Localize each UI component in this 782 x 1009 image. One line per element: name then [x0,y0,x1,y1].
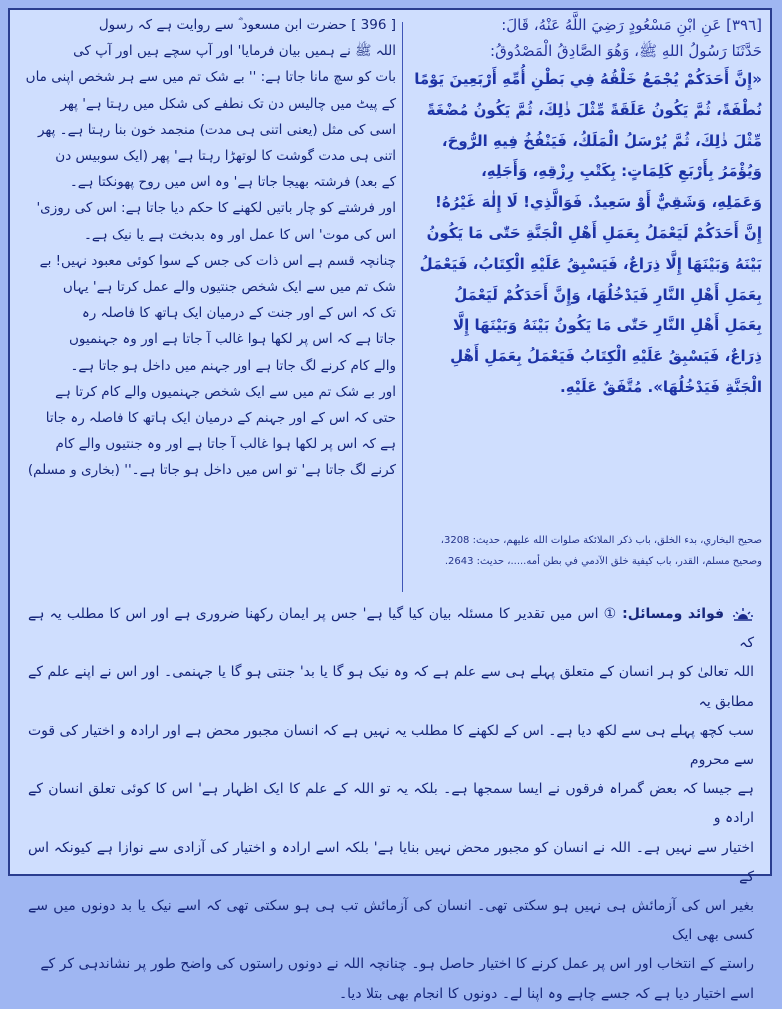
column-divider [402,22,403,592]
urdu-line: اور بے شک تم میں سے ایک شخص جہنمیوں والے کام کرتا ہے [55,383,396,400]
urdu-line: جاتا ہے کہ اس پر لکھا ہوا غالب آ جاتا ہے اور وہ جہنمیوں [68,331,396,348]
arabic-line: الْجَنَّةِ فَيَدْخُلُهَا». مُتَّفَقٌ عَلَيْهِ. [560,377,762,396]
urdu-line: اللہ ﷺ نے ہمیں بیان فرمایا' اور آپ سچے ہیں اور آپ کی [73,43,396,60]
reference-line: صحيح البخاري، بدء الخلق، باب ذكر الملائكة صلوات الله عليهم، حديث: 3208، [440,535,762,546]
arabic-line: وَيُؤْمَرُ بِأَرْبَعِ كَلِمَاتٍ: بِكَتْبِ رِزْقِهِ، وَأَجَلِهِ، [481,162,762,181]
urdu-line: چنانچہ قسم ہے اس ذات کی جس کے سوا کوئی معبود نہیں! بے [39,252,396,269]
urdu-line: کے پیٹ میں چالیس دن تک نطفے کی شکل میں رہتا ہے' پھر [60,95,396,112]
urdu-line: اسی کی مثل (یعنی اتنی ہی مدت) منجمد خون بنا رہتا ہے۔ پھر [37,121,396,138]
fawaid-line: بغیر اس کی آزمائش ہی نہیں ہو سکتی تھی۔ انسان کی آزمائش تب ہی ہو سکتی تھی کہ اسے نیک یا بد دونوں میں سے کسی بھی ایک [28,898,754,944]
fawaid-section [28,600,754,1002]
reference-line: وصحيح مسلم، القدر، باب كيفية خلق الآدمي في بطن أمه.....، حديث: 2643. [444,556,762,567]
arabic-line: وَعَمَلِهِ، وَشَقِيٌّ أَوْ سَعِيدٌ. فَوَالَّذِي! لَا إِلٰهَ غَيْرُهُ! [434,193,762,212]
arabic-line: مِّثْلَ ذٰلِكَ، ثُمَّ يُرْسَلُ الْمَلَكُ، فَيَنْفُخُ فِيهِ الرُّوحَ، [441,131,762,150]
arabic-line: بَيْنَهُ وَبَيْنَهَا إِلَّا ذِرَاعٌ، فَيَسْبِقُ عَلَيْهِ الْكِتَابُ، فَيَعْمَلُ [419,254,762,273]
hadith-references [414,530,762,572]
urdu-line: [ 396 ] حضرت ابن مسعود ؓ سے روایت ہے کہ رسول [98,17,396,33]
urdu-translation [18,12,396,597]
fawaid-title: فوائد ومسائل: [622,606,725,622]
urdu-line: والے کام کرنے لگ جاتا ہے اور جہنم میں داخل ہو جاتا ہے۔ [70,357,396,374]
urdu-line: اس کی موت' اس کا عمل اور وہ بدبخت ہے یا نیک ہے۔ [83,226,396,243]
fawaid-line [28,600,754,658]
arabic-line: «إِنَّ أَحَدَكُمْ يُجْمَعُ خَلْقُهُ فِي بَطْنِ أُمِّهِ أَرْبَعِينَ يَوْمًا [414,70,762,88]
arabic-isnad-line: حَدَّثَنَا رَسُولُ اللهِ ﷺ، وَهُوَ الصَّادِقُ الْمَصْدُوقُ: [490,42,762,60]
urdu-line: کے بعد) فرشتہ بھیجا جاتا ہے' وہ اس میں روح پھونکتا ہے۔ [69,174,396,191]
arabic-isnad-line: [٣٩٦] عَنِ ابْنِ مَسْعُودٍ رَضِيَ اللَّهُ عَنْهُ، قَالَ: [501,16,762,34]
arabic-matn [412,64,762,403]
arabic-line: إِنَّ أَحَدَكُمْ لَيَعْمَلُ بِعَمَلِ أَهْلِ الْجَنَّةِ حَتّٰى مَا يَكُونُ [426,223,762,242]
fawaid-line: اللہ تعالیٰ کو ہر انسان کے متعلق پہلے ہی سے علم ہے کہ وہ نیک ہو گا یا بد' جنتی ہو گا یا جہنمی۔ اور اس نے اپنے علم کے مطابق یہ [28,664,754,710]
fawaid-line: ہے جیسا کہ بعض گمراہ فرقوں نے ایسا سمجھا ہے۔ بلکہ یہ تو اللہ کے علم کا ایک اظہار ہے' اس کا کوئی تعلق انسان کے ارادہ و [28,781,754,827]
urdu-line: حتی کہ اس کے اور جہنم کے درمیان ایک ہاتھ کا فاصلہ رہ جاتا [45,410,396,427]
urdu-line: کرنے لگ جاتا ہے' تو اس میں داخل ہو جاتا ہے۔'' (بخاری و مسلم) [27,462,396,479]
arabic-line: بِعَمَلِ أَهْلِ النَّارِ حَتّٰى مَا يَكُونُ بَيْنَهُ وَبَيْنَهَا إِلَّا [452,316,762,335]
sunrise-icon [732,607,754,621]
fawaid-line: اختیار سے نہیں ہے۔ اللہ نے انسان کو مجبور محض نہیں بنایا ہے' بلکہ اسے ارادہ و اختیار کی آزادی سے نوازا ہے کیونکہ اس کے [28,839,754,885]
urdu-line: بات کو سچ مانا جاتا ہے: '' بے شک تم میں سے ہر شخص اپنی ماں [25,69,396,86]
fawaid-text: ① اس میں تقدیر کا مسئلہ بیان کیا گیا ہے' جس پر ایمان رکھنا ضروری ہے اور اس کا مطلب یہ ہے کہ [28,606,754,652]
urdu-line: شک تم میں سے ایک شخص جنتیوں والے عمل کرتا ہے' یہاں [62,279,396,296]
fawaid-line: اسے اختیار دیا ہے کہ جسے چاہے وہ اپنا لے۔ دونوں کا انجام بھی بتلا دیا۔ [338,985,754,1002]
book-page [8,8,772,1002]
fawaid-line: سب کچھ پہلے ہی سے لکھ دیا ہے۔ اس کے لکھنے کا مطلب یہ نہیں ہے کہ انسان مجبور محض ہے اور ارادہ و اختیار کی قوت سے محروم [28,722,754,769]
urdu-line: ہے کہ اس پر لکھا ہوا غالب آ جاتا ہے اور وہ جنتیوں والے کام [55,436,396,453]
urdu-line: تک کہ اس کے اور جنت کے درمیان ایک ہاتھ کا فاصلہ رہ [81,305,396,322]
arabic-line: ذِرَاعٌ، فَيَسْبِقُ عَلَيْهِ الْكِتَابُ فَيَعْمَلُ بِعَمَلِ أَهْلِ [450,347,762,366]
arabic-line: بِعَمَلِ أَهْلِ النَّارِ فَيَدْخُلُهَا، وَإِنَّ أَحَدَكُمْ لَيَعْمَلُ [454,285,762,304]
urdu-line: اتنی ہی مدت گوشت کا لوتھڑا رہتا ہے' پھر (ایک سوبیس دن [55,148,396,165]
fawaid-line: راستے کے انتخاب اور اس پر عمل کرنے کا اختیار حاصل ہو۔ چنانچہ اللہ نے دونوں راستوں کی واضح طور پر نشاندہی کر کے [40,956,754,973]
arabic-hadith [412,12,762,597]
arabic-line: نُطْفَةً، ثُمَّ يَكُونُ عَلَقَةً مِّثْلَ ذٰلِكَ، ثُمَّ يَكُونُ مُضْغَةً [426,100,762,119]
urdu-line: اور فرشتے کو چار باتیں لکھنے کا حکم دیا جاتا ہے: اس کی روزی' [36,200,396,217]
